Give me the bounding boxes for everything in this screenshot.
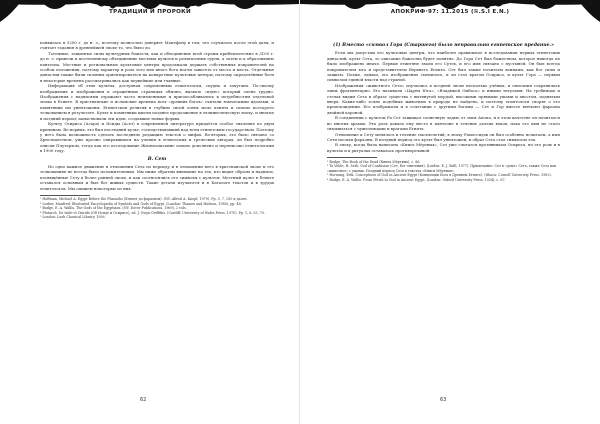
paragraph: Информация об этих культах, доступная современным египтологам, скудна и запутана. По-своему изображения и изображения в отражённых страницах обычно, вызвать «идею» который очень трудно. Изображения с надписями отражают часто неизменимые и приспосабливались к потребностям отдельной эпохи в Египте. В христианские и исламские времена всех «древних богов» считали языческими идолами, и памятники им уничтожены. Египетская религия в глубине своей очень мало понята и сильно постарело толкованием в результате. Культ и памятники имели позднее продолжение в эллинистическую эпоху, и многие в поздний период заимствовали эти идеи, создавшие новые формы. bbox=[40, 83, 274, 121]
paragraph: Отношение к Сету менялось в течение тысячелетий; в эпоху Рамессидов он был особенно почитаем, а имя Сети носили фараоны. В поздний период его культ был уничтожен, и образ Сета стал символом зла. bbox=[327, 131, 560, 142]
right-running-header: АПОКРИФ·97: 11.2015 (ℝ.Ѕ.I E.N.) bbox=[390, 9, 510, 15]
footnote: ⁴ Budge, E. A. Wallis. From Fetish to God in Ancient Egypt. (London: Oxford University Press, 1934), c. 87. bbox=[327, 177, 506, 182]
footnote: ¹ Hoffman, Michael A. Egypt Before the Pharaohs (Египет до фараонов). (NY: Alfred A. Knopf, 1979). Pp. 5, 7, 150 и далее. bbox=[40, 197, 248, 202]
right-body-text bbox=[327, 40, 560, 182]
paragraph: Изображения «животного Сета» изучались в поздней эпохе несколько учёных, и описания сохранились лишь фрагментарно. Его называли «Царём Юга», «Владыкой Омбоса» и иными титулами. На гробницах и стелах видим Сета в образе существа с вытянутой мордой, высокими прямыми ушами и хвостом, поднятым вверх. Каких-либо точно подобных животных в природе не найдено, и поэтому египтологи спорят о его происхождении. Его изображали и в сочетании с другими богами — Сет и Гор вместе венчают фараона двойной короной. bbox=[327, 82, 560, 115]
paragraph: Тотемные, защитные силы культурных божеств, как и объединение всей страны приблизительно в 3100 г. до н. э. привели к постепенному объединению местных культов и религиозных групп, а затем и к образованию пантеона. Местные и региональные культовые центры продолжали держать собственных покровителей на особом положении, поэтому характер и роль того или иного бога могли зависеть от места и места. Отдельные династии также были склонны ориентироваться на конкретные культовые центры, поэтому определённые боги в некоторые времена рассматривались как первейшие или главные. bbox=[40, 50, 274, 83]
footnote: ³ Budge, E. A. Wallis. The Gods of the Egyptians. (NY: Dover Publications, 1969), 2 vols. bbox=[40, 206, 187, 211]
left-running-header: ТРАДИЦИИ И ПРОРОКИ bbox=[108, 9, 192, 15]
section-title: (1) Вместо «символ Гора (Старшего) было неправильно египетское предание.» bbox=[333, 43, 554, 48]
page-number: 62 bbox=[140, 397, 147, 403]
section-title: В. Сет bbox=[147, 156, 167, 162]
paragraph: Если мы допустим его культовые центры, что наиболее правильное в исследовании первых египетских династий, культ Сета, то описание божества будет понятно. До Гора Сет был божеством, которое никогда не было изображено иначе. Первые египтяне звали его Сутех, и его имя связано с пустыней. Он был всегда покровителем юга и представителем Верхнего Египта. Сет был также почитаем воинами, как бог силы и защиты. Позже, однако, его изображение сменилось, и он стал врагом Осириса, и культ Гора — первым символом единой власти над страной. bbox=[327, 50, 560, 83]
paragraph: В эпоху, когда была написана «Книга Мёртвых», Сет уже считался противником Осириса, но его роль и в культах и в ритуалах оставалась противоречивой. bbox=[327, 142, 560, 153]
footnote-divider bbox=[40, 195, 90, 196]
footnote: ⁵ London: Loeb Classical Library, 1936. bbox=[40, 215, 106, 220]
paragraph: появилась в 3200 г. до н. э., поэтому полностью доверяет Манефону в том, что случилось после этой даты, и считает гадания в древнейшей эпохе то, что было до. bbox=[40, 40, 274, 51]
footnote: ² Te Velde, H. Seth, God of Confusion (Сет, бог смятения). (Leiden: E. J. Brill, 1977). Примечание: Сет в «доме» Сета, также Сета как «животное» с ушами. Поздний период Сета в текстах «Книги Мёртвых». bbox=[327, 164, 557, 173]
footnote: ³ Hornung, Erik. Conceptions of God in Ancient Egypt (Концепции Бога в Древнем Египте). (Ithaca: Cornell University Press, 1982). bbox=[327, 173, 552, 178]
right-page bbox=[300, 0, 600, 424]
paragraph: Культу Осириса (Асара) и Исиды (Асет) в современной литературе придаётся особое значение по двум причинам. Во-первых, это был последний культ, господствовавший над всем египетским государством. Поэтому у него была возможность сделать последнюю редакцию текстов о мифах. Во-вторых, это было связано со Христианством, уже прочно опиравшимся на учения в египетских и греческих авторах, он был подробно описан Плутархом, тогда как его исследование Жизнеописание сильно дополнено и переписано египтологами в 1900 году. bbox=[40, 121, 274, 154]
page-number: 63 bbox=[440, 397, 447, 403]
footnote: ¹ Budge, The Book of the Dead (Книга Мёртвых), c. 86. bbox=[327, 159, 421, 164]
left-body-text bbox=[40, 40, 274, 220]
footnote: ⁴ Plutarch. De Iside et Osiride (Об Исиде и Осирисе), ed. J. Gwyn Griffiths. (Cardiff: University of Wales Press, 1970). Pp. 1, 6, 53, 79. bbox=[40, 210, 265, 215]
paragraph: В соединении с культом Ра Сет защищал солнечную ладью от змея Апопа, и в этом качестве он почитался во многих храмах. Эта роль давала ему место в пантеоне в течение долгих веков, пока его имя не стало связываться с чужеземцами и врагами Египта. bbox=[327, 115, 560, 132]
paragraph: Но одно важное движение в отношении Сета по периоду и в отношении него в христианской эпохе и его толкованиях не всегда было положительным. Мы ниже обратим внимание на тех, кто видит образы и надписи, посвящённые Сету в более ранней эпохе, и как соотносились его символы с культом. Местный культ в Египте оставался основным и был бог живых существ. Такие детали изучаются и в Каталоге текстов и в трудах египтологов. Мы опишем некоторые из них. bbox=[40, 163, 274, 191]
footnote-divider bbox=[327, 157, 377, 158]
footnote: ² Lurker, Manfred. Illustrated Encyclopedia of Symbols and Gods of Egypt. (London: Thames and Hudson, 1980), pp. 48. bbox=[40, 201, 242, 206]
